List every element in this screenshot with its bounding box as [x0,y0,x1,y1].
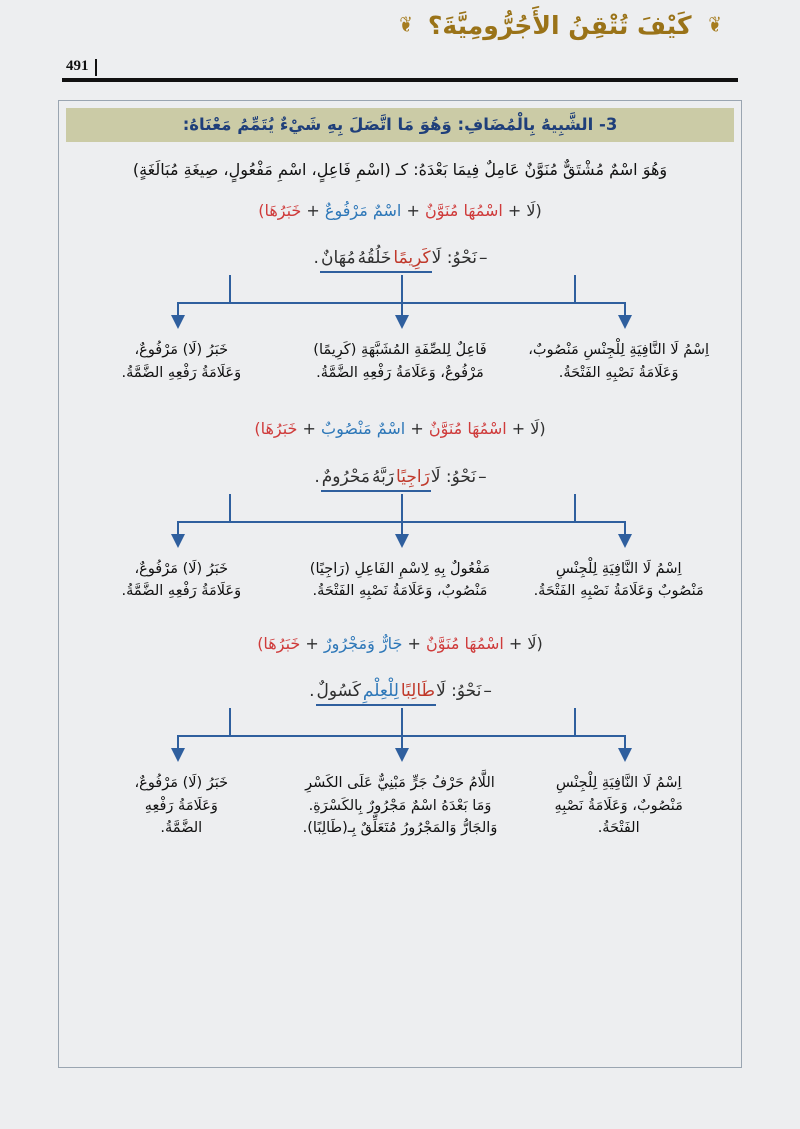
analysis-line: الفَتْحَةُ. [597,819,640,836]
analysis-column [294,558,507,603]
example-segment: رَبَّهُ [371,467,395,492]
formula-token: + [302,419,316,439]
tree-connector-1 [120,273,680,335]
formula-token: اسْمُهَا مُنَوَّنٌ [425,633,504,653]
analysis-line: مَنْصُوبٌ، وَعَلَامَةُ نَصْبِهِ الفَتْحَةُ. [312,583,488,600]
example-segment: كَسُولٌ [316,681,362,706]
analysis-line: وَعَلَامَةُ رَفْعِهِ [144,797,218,814]
example-period: . [314,466,320,487]
analysis-line: اِسْمُ لَا النَّافِيَةِ لِلْجِنْسِ [555,775,682,792]
formula-token: جَارٌّ وَمَجْرُورٌ [323,633,403,653]
formula-token: + [511,419,526,439]
analysis-line: مَنْصُوبٌ وَعَلَامَةُ نَصْبِهِ الفَتْحَةُ. [533,583,704,600]
formula-3 [59,633,741,655]
analysis-column [512,772,725,839]
page-number: 491 [66,58,89,74]
formula-token: + [407,633,421,653]
formula-token: (لَا [526,201,542,220]
formula-token: اسْمٌ مَرْفُوعٌ [324,201,402,220]
analysis-columns-1 [59,339,741,384]
header-rule [62,78,738,82]
analysis-line: اِسْمُ لَا النَّافِيَةِ لِلْجِنْسِ مَنْصُوبٌ، [528,342,710,359]
analysis-column [75,339,288,384]
tree-connector-3 [120,706,680,768]
analysis-column [512,339,725,384]
formula-1 [59,200,741,222]
section-title-text: 3- الشَّبِيهُ بِالْمُضَافِ: وَهُوَ مَا اتَّصَلَ بِهِ شَيْءٌ يُتَمِّمُ مَعْنَاهُ: [182,114,618,134]
formula-token: + [306,201,320,220]
example-lead: نَحْوُ: لَا [431,248,477,269]
formula-token: + [305,633,319,653]
formula-2 [59,418,741,440]
analysis-line: خَبَرُ (لَا) مَرْفُوعٌ، [134,775,229,792]
analysis-column [294,339,507,384]
book-title-text: كَيْفَ تُتْقِنُ الأَجُرُّومِيَّةَ؟ [427,11,692,40]
content-frame [58,100,742,1068]
example-1 [59,248,741,273]
section-intro-text: وَهُوَ اسْمٌ مُشْتَقٌّ مُنَوَّنٌ عَامِلٌ فِيمَا بَعْدَهُ: كـ (اسْمِ فَاعِلٍ، اسْمِ مَفْعُولٍ، صِيغَةِ مُبَالَغَةٍ) [132,160,668,179]
analysis-line: وَمَا بَعْدَهُ اسْمٌ مَجْرُورٌ بِالكَسْرَةِ. [308,797,492,814]
example-3 [59,681,741,706]
example-period: . [309,681,315,702]
example-2 [59,467,741,492]
analysis-columns-3 [59,772,741,839]
example-segment: مُهَانٌ [320,248,357,273]
formula-token: + [508,633,523,653]
analysis-line: فَاعِلٌ لِلصِّفَةِ المُشَبَّهَةِ (كَرِيمًا) [313,342,487,359]
book-title [397,12,722,41]
analysis-line: اِسْمُ لَا النَّافِيَةِ لِلْجِنْسِ [555,560,682,577]
analysis-line: مَفْعُولٌ بِهِ لِاسْمِ الفَاعِلِ (رَاجِيًا) [309,560,491,577]
formula-token: + [410,419,424,439]
page-number-row [62,58,738,76]
analysis-line: اللَّامُ حَرْفُ جَرٍّ مَبْنِيٌّ عَلَى الكَسْرِ [305,775,495,792]
example-segment: لِلْعِلْمِ [362,681,400,706]
formula-token: اسْمُهَا مُنَوَّنٌ [424,201,503,220]
formula-token: (لَا [527,633,543,653]
analysis-line: مَرْفُوعٌ، وَعَلَامَةُ رَفْعِهِ الضَّمَّةُ. [316,364,484,381]
section-title-bar [66,108,734,142]
example-segment: رَاجِيًا [395,467,431,492]
example-dash: – [483,681,492,702]
formula-token: خَبَرُهَا) [254,419,298,439]
formula-token: (لَا [530,419,546,439]
example-segment: كَرِيمًا [392,248,431,273]
formula-token: + [507,201,522,220]
section-2 [59,418,741,602]
analysis-line: وَعَلَامَةُ رَفْعِهِ الضَّمَّةُ. [121,583,242,600]
analysis-line: وَعَلَامَةُ رَفْعِهِ الضَّمَّةُ. [121,364,242,381]
example-segment: خَلُقُهُ [357,248,393,273]
example-lead: نَحْوُ: لَا [436,681,482,702]
example-lead: نَحْوُ: لَا [430,466,477,487]
ornament-left-icon: ❦ [708,13,720,39]
analysis-line: وَعَلَامَةُ نَصْبِهِ الفَتْحَةُ. [558,364,679,381]
analysis-line: وَالجَارُّ وَالمَجْرُورُ مُتَعَلِّقٌ بِـ(طَالِبًا). [302,819,498,836]
example-period: . [313,248,319,269]
formula-token: + [406,201,420,220]
formula-token: خَبَرُهَا) [258,201,302,220]
analysis-column [75,772,288,839]
example-dash: – [478,466,487,487]
analysis-line: مَنْصُوبٌ، وَعَلَامَةُ نَصْبِهِ [554,797,683,814]
analysis-column [294,772,507,839]
analysis-line: الضَّمَّةُ. [160,819,203,836]
analysis-line: خَبَرُ (لَا) مَرْفُوعٌ، [134,560,229,577]
analysis-column [512,558,725,603]
section-3 [59,633,741,840]
analysis-column [75,558,288,603]
example-dash: – [478,248,488,269]
tree-connector-2 [120,492,680,554]
page-header [0,0,800,86]
formula-token: خَبَرُهَا) [257,633,301,653]
analysis-columns-2 [59,558,741,603]
formula-token: اسْمُهَا مُنَوَّنٌ [428,419,507,439]
section-1 [59,200,741,384]
example-segment: طَالِبًا [400,681,436,706]
formula-token: اسْمٌ مَنْصُوبٌ [321,419,406,439]
example-segment: مَحْرُومٌ [321,467,371,492]
analysis-line: خَبَرُ (لَا) مَرْفُوعٌ، [134,342,229,359]
ornament-right-icon: ❦ [399,13,412,39]
page-number-divider [95,59,97,76]
